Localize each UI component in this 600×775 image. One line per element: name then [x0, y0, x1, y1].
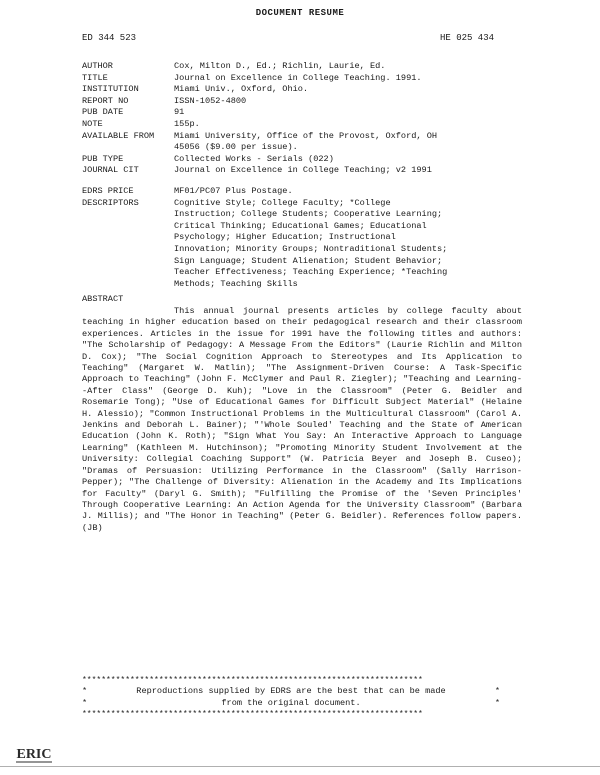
- field-author: [82, 61, 522, 73]
- field-value: 155p.: [174, 118, 200, 129]
- field-value: Cognitive Style; College Faculty; *College Instruction; College Students; Cooperative Learning; Critical Thinking; Educational Games; Educational Psychology; Higher Education; Instructional Innovation; Minority Groups; Nontraditional Students; Sign Language; Student Alienation; Student Behavior; Teacher Effectiveness; Teaching Experience; *Teaching Methods; Teaching Skills: [174, 197, 448, 289]
- field-journal-cit: [82, 165, 522, 177]
- field-value: ISSN-1052-4800: [174, 95, 247, 106]
- field-value: Journal on Excellence in College Teaching. 1991.: [174, 72, 422, 83]
- field-label: REPORT NO: [82, 95, 129, 106]
- field-label: INSTITUTION: [82, 84, 139, 95]
- abstract-text: This annual journal presents articles by college faculty about teaching in higher education based on their pedagogical research and their classroom experiences. Articles in the issue for 1991 have the following titles and authors: "The Scholarship of Pedagogy: A Message From the Editors" (Laurie Richlin and Milton D. Cox); "The Social Cognition Approach to Stereotypes and Its Application to Teaching" (Margaret W. Matlin); "The Assignment-Driven Course: A Task-Specific Approach to Teaching" (John F. McClymer and Paul R. Ziegler); "Teaching and Learning--After Class" (George D. Kuh); "Love in the Classroom" (Peter G. Beidler and Rosemarie Tong); "Use of Educational Games for Difficult Subject Material" (Helaine H. Alessio); "Common Instructional Problems in the Multicultural Classroom" (Carol A. Jenkins and Deborah L. Bainer); "'Whole Souled' Teaching and the State of American Education (John K. Roth); "Sign What You Say: An Interactive Approach to Language Learning" (Kathleen M. Hutchinson); "Promoting Minority Student Involvement at the University: Collegial Coaching Support" (W. Patricia Beyer and Joseph B. Cuseo); "Dramas of Persuasion: Utilizing Performance in the Classroom" (Sally Harrison-Pepper); "The Challenge of Diversity: Alienation in the Academy and Its Implications for Faculty" (Daryl G. Smith); "Fulfilling the Promise of the 'Seven Principles' Through Cooperative Learning: An Action Agenda for the University Classroom" (Barbara J. Millis); and "The Honor in Teaching" (Peter G. Beidler). References follow papers. (JB): [82, 306, 522, 533]
- field-report-no: [82, 96, 522, 108]
- field-value: Miami Univ., Oxford, Ohio.: [174, 84, 309, 95]
- field-pub-date: [82, 107, 522, 119]
- document-title: DOCUMENT RESUME: [255, 8, 345, 18]
- star-edge-right: *: [494, 686, 500, 696]
- field-value: Cox, Milton D., Ed.; Richlin, Laurie, Ed.: [174, 61, 386, 71]
- field-pub-type: [82, 154, 522, 166]
- field-label: AVAILABLE FROM: [82, 130, 155, 141]
- field-label: DESCRIPTORS: [82, 197, 139, 208]
- reproduction-note-text: from the original document.: [221, 698, 361, 708]
- field-title: [82, 73, 522, 85]
- he-number: HE 025 434: [440, 33, 495, 43]
- abstract-label: ABSTRACT: [82, 294, 124, 304]
- field-value: 91: [174, 107, 185, 118]
- field-value: Collected Works - Serials (022): [174, 153, 334, 164]
- field-label: PUB TYPE: [82, 153, 124, 164]
- field-institution: [82, 84, 522, 96]
- metadata-fields: [82, 61, 522, 290]
- field-edrs-price: [82, 186, 522, 198]
- star-edge-left: *: [82, 686, 88, 696]
- field-value: MF01/PC07 Plus Postage.: [174, 185, 293, 196]
- field-label: TITLE: [82, 72, 108, 83]
- star-border-bottom: ***********************************************************************: [82, 710, 423, 719]
- page-bottom-rule: [0, 766, 600, 767]
- field-label: EDRS PRICE: [82, 185, 134, 196]
- star-edge-left: *: [82, 698, 88, 708]
- field-label: NOTE: [82, 118, 103, 129]
- eric-logo-icon: [14, 742, 54, 766]
- field-available-from: [82, 131, 522, 154]
- field-value: Miami University, Office of the Provost, Oxford, OH 45056 ($9.00 per issue).: [174, 130, 438, 153]
- star-border-top: ***********************************************************************: [82, 676, 423, 685]
- field-value: Journal on Excellence in College Teaching; v2 1991: [174, 165, 432, 176]
- star-edge-right: *: [494, 698, 500, 708]
- field-note: [82, 119, 522, 131]
- field-descriptors: [82, 198, 522, 291]
- field-label: JOURNAL CIT: [82, 165, 139, 176]
- ed-number: ED 344 523: [82, 33, 137, 43]
- field-label: AUTHOR: [82, 61, 113, 71]
- eric-logo-text: ERIC: [16, 747, 52, 762]
- field-label: PUB DATE: [82, 107, 124, 118]
- reproduction-note-text: Reproductions supplied by EDRS are the best that can be made: [136, 686, 446, 696]
